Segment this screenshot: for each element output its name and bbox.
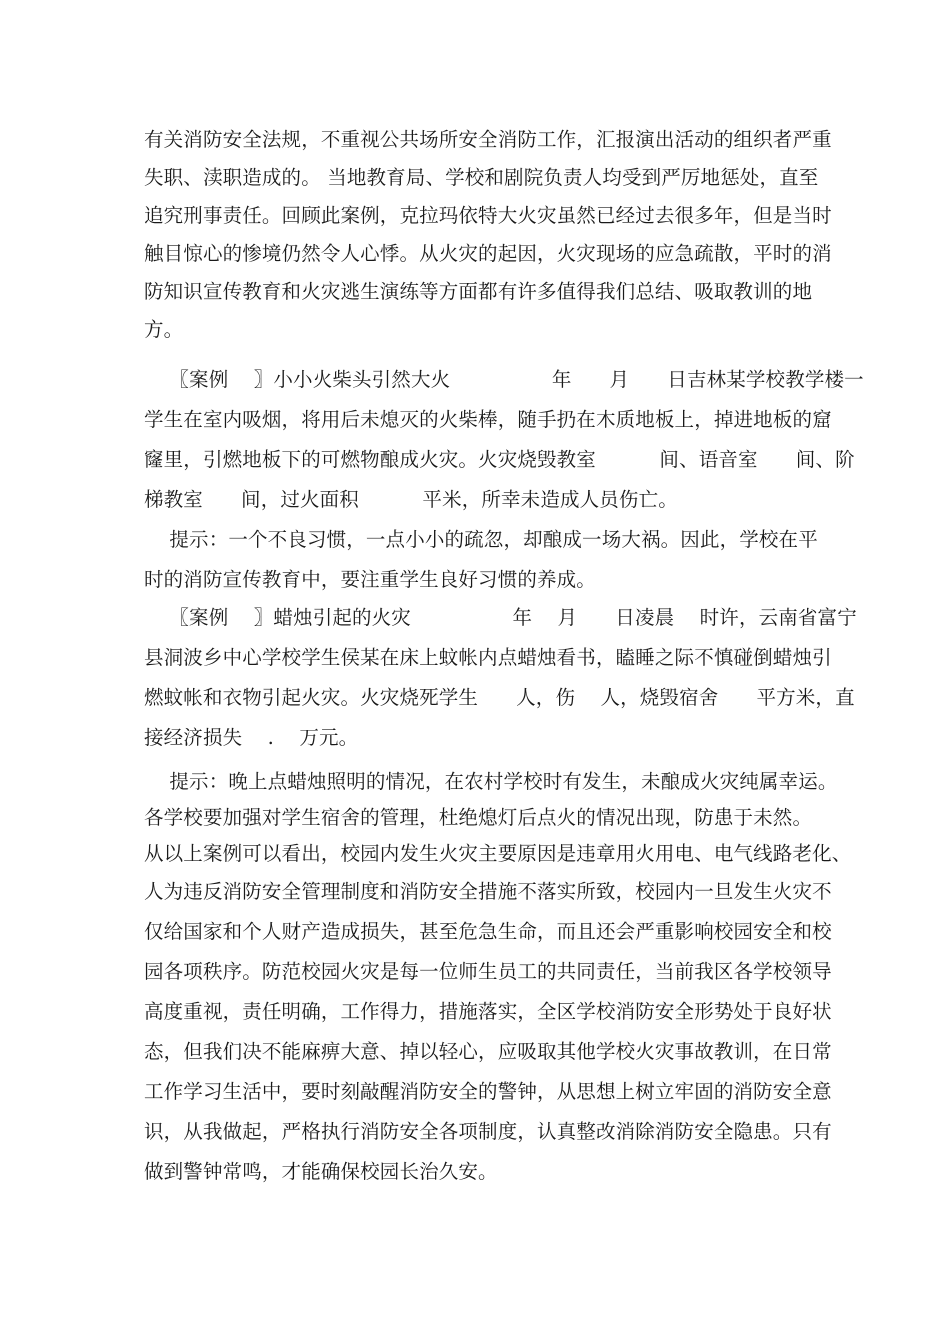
conclusion-line: 做到警钟常鸣，才能确保校园长治久安。: [144, 1160, 498, 1183]
case-line: 县洞波乡中心学校学生侯某在床上蚊帐内点蜡烛看书，瞌睡之际不慎碰倒蜡烛引: [144, 646, 832, 669]
case-line: 窿里，引燃地板下的可燃物酿成火灾。火灾烧毁教室 间、语音室 间、阶: [144, 448, 855, 471]
conclusion-line: 工作学习生活中，要时刻敲醒消防安全的警钟，从思想上树立牢固的消防安全意: [144, 1080, 832, 1103]
text-line: 失职、渎职造成的。 当地教育局、学校和剧院负责人均受到严厉地惩处，直至: [144, 166, 819, 189]
conclusion-line: 园各项秩序。防范校园火灾是每一位师生员工的共同责任，当前我区各学校领导: [144, 960, 832, 983]
case-line: 接经济损失 . 万元。: [144, 726, 359, 749]
case-line: 〖案例 〗蜡烛引起的火灾 年 月 日凌晨 时许，云南省富宁: [144, 606, 857, 629]
case-line: 梯教室 间，过火面积 平米，所幸未造成人员伤亡。: [144, 488, 678, 511]
tip-line: 提示：晚上点蜡烛照明的情况，在农村学校时有发生，未酿成火灾纯属幸运。: [144, 770, 838, 793]
conclusion-line: 高度重视，责任明确，工作得力，措施落实，全区学校消防安全形势处于良好状: [144, 1000, 832, 1023]
text-line: 防知识宣传教育和火灾逃生演练等方面都有许多值得我们总结、吸取教训的地: [144, 280, 813, 303]
conclusion-line: 人为违反消防安全管理制度和消防安全措施不落实所致，校园内一旦发生火灾不: [144, 880, 832, 903]
case-line: 学生在室内吸烟，将用后未熄灭的火柴棒，随手扔在木质地板上，掉进地板的窟: [144, 408, 832, 431]
text-line: 方。: [144, 318, 184, 341]
tip-line: 提示：一个不良习惯，一点小小的疏忽，却酿成一场大祸。因此，学校在平: [144, 528, 818, 551]
text-line: 触目惊心的惨境仍然令人心悸。从火灾的起因，火灾现场的应急疏散，平时的消: [144, 242, 832, 265]
conclusion-line: 从以上案例可以看出，校园内发生火灾主要原因是违章用火用电、电气线路老化、: [144, 842, 852, 865]
text-line: 追究刑事责任。回顾此案例，克拉玛依特大火灾虽然已经过去很多年，但是当时: [144, 204, 832, 227]
tip-line: 各学校要加强对学生宿舍的管理，杜绝熄灯后点火的情况出现，防患于未然。: [144, 806, 813, 829]
conclusion-line: 识，从我做起，严格执行消防安全各项制度，认真整改消除消防安全隐患。只有: [144, 1120, 832, 1143]
case-line: 燃蚊帐和衣物引起火灾。火灾烧死学生 人，伤 人，烧毁宿舍 平方米，直: [144, 686, 855, 709]
conclusion-line: 仅给国家和个人财产造成损失，甚至危急生命，而且还会严重影响校园安全和校: [144, 920, 832, 943]
text-line: 有关消防安全法规，不重视公共场所安全消防工作，汇报演出活动的组织者严重: [144, 128, 832, 151]
conclusion-line: 态，但我们决不能麻痹大意、掉以轻心，应吸取其他学校火灾事故教训，在日常: [144, 1040, 832, 1063]
case-line: 〖案例 〗小小火柴头引然大火 年 月 日吉林某学校教学楼一: [144, 368, 864, 391]
tip-line: 时的消防宣传教育中，要注重学生良好习惯的养成。: [144, 568, 596, 591]
